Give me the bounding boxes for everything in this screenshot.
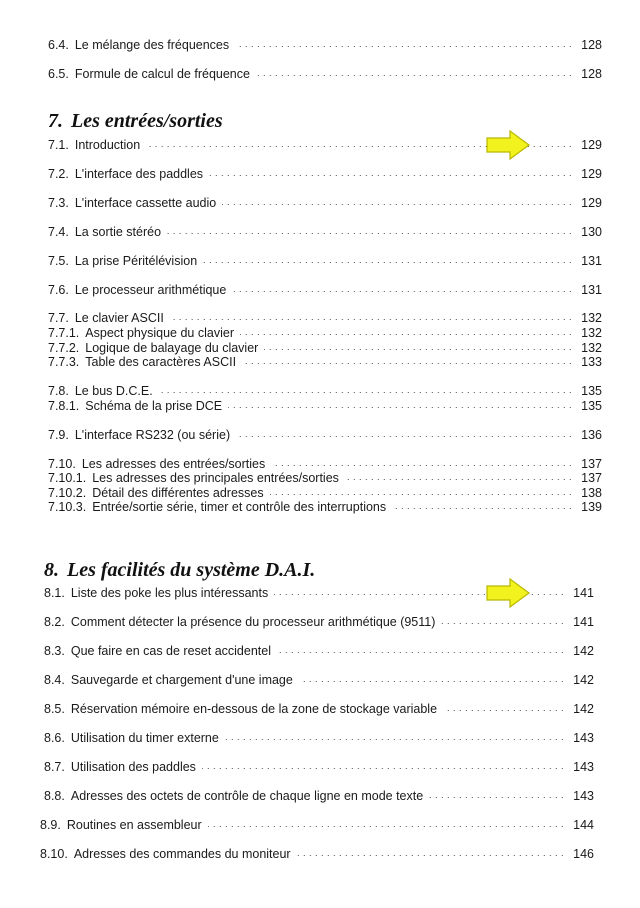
toc-entry [48,355,602,369]
entry-title: Schéma de la prise DCE [85,399,223,413]
entry-title: L'interface RS232 (ou série) [74,428,231,442]
entry-page: 139 [581,500,602,514]
entry-title: Que faire en cas de reset accidentel [70,644,271,658]
entry-page: 142 [573,702,594,716]
toc-entry [40,818,594,832]
entry-number: 7.10.2. [48,486,87,500]
dot-leader [443,704,564,714]
toc-entry [44,702,594,716]
entry-page: 137 [581,471,602,485]
toc-entry [48,428,602,442]
dot-leader [392,502,572,512]
chapter-number: 8. [44,559,59,581]
chapter-title: Les entrées/sorties [71,110,223,132]
chapter-number: 7. [48,110,63,132]
entry-title: Le mélange des fréquences [74,38,230,52]
dot-leader [167,227,572,237]
entry-page: 143 [573,760,594,774]
entry-page: 142 [573,644,594,658]
toc-entry [40,847,594,861]
entry-page: 129 [581,196,602,210]
entry-page: 135 [581,384,602,398]
toc-entry [44,615,594,629]
dot-leader [235,40,572,50]
dot-leader [159,386,572,396]
toc-entry [48,67,602,81]
dot-leader [225,733,564,743]
toc-entry [44,789,594,803]
entry-number: 8.6. [44,731,65,745]
toc-entry [48,196,602,210]
entry-title: Table des caractères ASCII [85,355,237,369]
entry-title: La prise Péritélévision [74,254,198,268]
entry-number: 8.5. [44,702,65,716]
dot-leader [271,459,572,469]
entry-number: 7.7.2. [48,341,80,355]
entry-number: 7.8.1. [48,399,80,413]
entry-title: Réservation mémoire en-dessous de la zone de stockage variable [70,702,438,716]
entry-number: 8.7. [44,760,65,774]
entry-title: Utilisation du timer externe [70,731,219,745]
entry-page: 143 [573,731,594,745]
entry-number: 7.9. [48,428,69,442]
entry-title: L'interface des paddles [74,167,204,181]
entry-page: 132 [581,326,602,340]
toc-entry [48,500,602,514]
entry-number: 7.10. [48,457,76,471]
entry-page: 130 [581,225,602,239]
entry-page: 132 [581,341,602,355]
arrow-right-icon [486,130,530,160]
entry-title: Sauvegarde et chargement d'une image [70,673,293,687]
toc-entry [48,457,602,471]
dot-leader [203,256,572,266]
toc-entry [48,225,602,239]
entry-title: Adresses des octets de contrôle de chaque ligne en mode texte [70,789,424,803]
toc-entry [44,673,594,687]
entry-number: 7.7.3. [48,355,80,369]
entry-title: Logique de balayage du clavier [85,341,259,355]
dot-leader [240,328,572,338]
chapter-title: Les facilités du système D.A.I. [67,559,316,581]
entry-title: Introduction [74,138,141,152]
entry-number: 7.8. [48,384,69,398]
entry-page: 141 [573,615,594,629]
toc-entry [48,283,602,297]
entry-number: 8.8. [44,789,65,803]
toc-entry [44,760,594,774]
entry-number: 7.6. [48,283,69,297]
entry-page: 136 [581,428,602,442]
entry-page: 141 [573,586,594,600]
entry-title: Entrée/sortie série, timer et contrôle des interruptions [92,500,387,514]
dot-leader [441,617,564,627]
toc-entry [48,38,602,52]
entry-number: 6.5. [48,67,69,81]
entry-title: Liste des poke les plus intéressants [70,586,269,600]
entry-number: 7.10.1. [48,471,87,485]
dot-leader [256,69,572,79]
entry-number: 7.7. [48,311,69,325]
dot-leader [277,646,564,656]
entry-number: 7.2. [48,167,69,181]
entry-page: 129 [581,167,602,181]
entry-page: 143 [573,789,594,803]
entry-page: 135 [581,399,602,413]
dot-leader [222,198,572,208]
dot-leader [264,343,572,353]
entry-page: 133 [581,355,602,369]
entry-number: 7.7.1. [48,326,80,340]
dot-leader [297,849,564,859]
chapter-8-heading [44,559,315,581]
entry-number: 8.9. [40,818,61,832]
toc-entry [48,399,602,413]
dot-leader [170,313,572,323]
entry-page: 129 [581,138,602,152]
entry-title: Formule de calcul de fréquence [74,67,250,81]
toc-entry [48,167,602,181]
entry-title: Routines en assembleur [66,818,202,832]
entry-title: Les adresses des principales entrées/sorties [92,471,339,485]
entry-number: 7.4. [48,225,69,239]
toc-entry [48,486,602,500]
dot-leader [270,488,572,498]
entry-title: Le bus D.C.E. [74,384,153,398]
dot-leader [236,430,572,440]
entry-title: Adresses des commandes du moniteur [73,847,291,861]
entry-page: 142 [573,673,594,687]
toc-entry [48,326,602,340]
entry-page: 138 [581,486,602,500]
chapter-7-heading [48,110,223,132]
arrow-shape [487,579,529,607]
entry-title: Les adresses des entrées/sorties [81,457,266,471]
entry-number: 7.3. [48,196,69,210]
dot-leader [209,169,572,179]
entry-title: Le processeur arithmétique [74,283,227,297]
toc-entry [48,311,602,325]
toc-entry [48,254,602,268]
entry-number: 8.1. [44,586,65,600]
dot-leader [228,401,572,411]
entry-number: 7.5. [48,254,69,268]
entry-number: 8.2. [44,615,65,629]
entry-page: 131 [581,254,602,268]
toc-entry [44,731,594,745]
entry-title: Détail des différentes adresses [92,486,264,500]
entry-page: 132 [581,311,602,325]
dot-leader [202,762,564,772]
entry-number: 6.4. [48,38,69,52]
toc-entry [44,644,594,658]
entry-page: 131 [581,283,602,297]
entry-page: 128 [581,38,602,52]
entry-title: Comment détecter la présence du processeur arithmétique (9511) [70,615,436,629]
dot-leader [242,357,572,367]
entry-title: L'interface cassette audio [74,196,217,210]
entry-number: 8.10. [40,847,68,861]
dot-leader [299,675,564,685]
dot-leader [429,791,564,801]
toc-entry [48,471,602,485]
entry-page: 137 [581,457,602,471]
arrow-shape [487,131,529,159]
entry-number: 7.10.3. [48,500,87,514]
dot-leader [345,473,572,483]
dot-leader [208,820,564,830]
entry-number: 8.4. [44,673,65,687]
entry-page: 144 [573,818,594,832]
entry-page: 128 [581,67,602,81]
entry-title: Le clavier ASCII [74,311,164,325]
entry-title: La sortie stéréo [74,225,162,239]
toc-entry [48,384,602,398]
entry-title: Aspect physique du clavier [85,326,234,340]
entry-number: 8.3. [44,644,65,658]
entry-number: 7.1. [48,138,69,152]
toc-entry [48,341,602,355]
arrow-right-icon [486,578,530,608]
entry-title: Utilisation des paddles [70,760,196,774]
entry-page: 146 [573,847,594,861]
dot-leader [232,285,572,295]
